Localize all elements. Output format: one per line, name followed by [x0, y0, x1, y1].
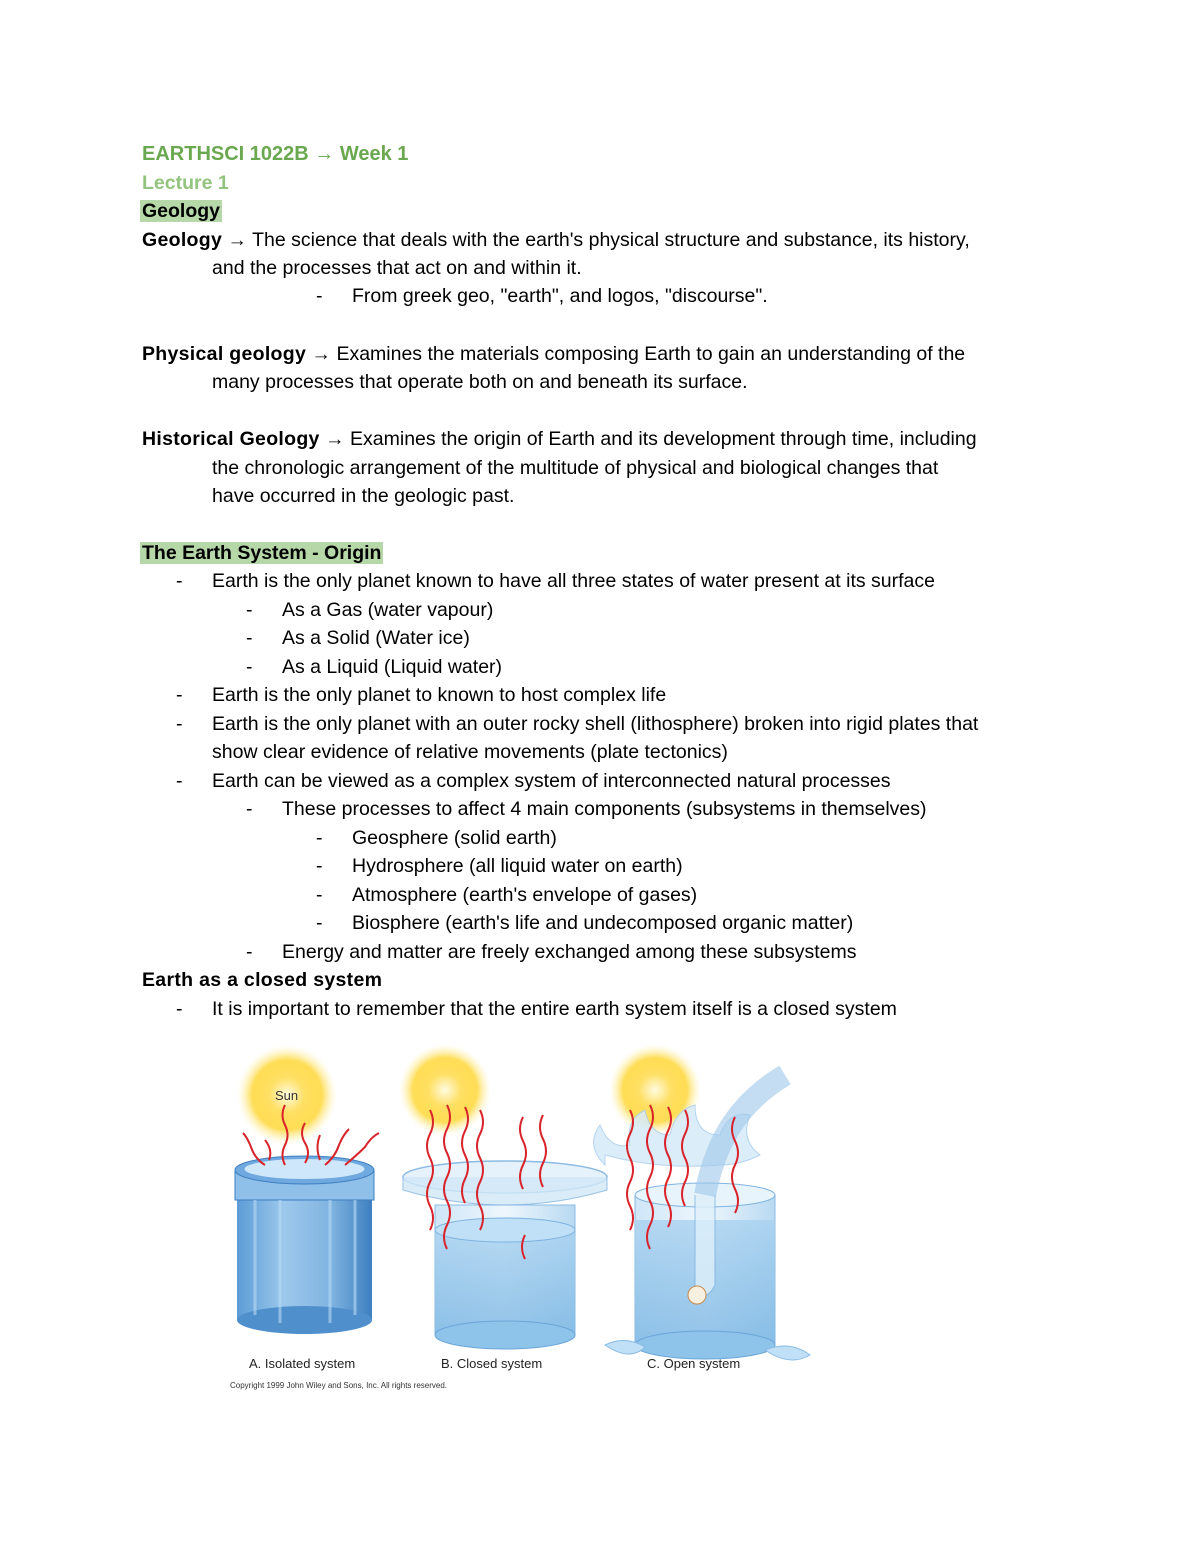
figure-copyright: Copyright 1999 John Wiley and Sons, Inc. All rights reserved.: [230, 1381, 447, 1390]
geology-term: Geology: [142, 229, 223, 251]
list-item: Earth is the only planet known to have all three states of water present at its surface: [212, 570, 935, 592]
historical-geology-line-1: Historical Geology → Examines the origin of Earth and its development through time, including: [142, 428, 977, 450]
list-item: As a Liquid (Liquid water): [282, 656, 503, 678]
closed-system-bullet: It is important to remember that the entire earth system itself is a closed system: [212, 998, 897, 1020]
list-item: Atmosphere (earth's envelope of gases): [352, 884, 698, 906]
dash: -: [246, 941, 253, 963]
list-item: Geosphere (solid earth): [352, 827, 557, 849]
geology-etymology: From greek geo, "earth", and logos, "discourse".: [352, 285, 768, 307]
historical-geology-line-2: the chronologic arrangement of the multitude of physical and biological changes that: [212, 457, 939, 479]
sun-icon: [399, 1045, 491, 1136]
caption-open-system: C. Open system: [647, 1356, 741, 1371]
closed-system-container: [403, 1161, 607, 1349]
caption-closed-system: B. Closed system: [441, 1356, 543, 1371]
physical-geology-line-2: many processes that operate both on and beneath its surface.: [212, 371, 748, 393]
closed-system-heading: Earth as a closed system: [142, 969, 383, 991]
earth-system-heading: The Earth System - Origin: [142, 542, 382, 564]
list-item: Earth is the only planet to known to host complex life: [212, 684, 667, 706]
dash: -: [316, 912, 323, 934]
lecture-label: Lecture 1: [142, 172, 229, 194]
geology-definition-line-2: and the processes that act on and within it.: [212, 257, 582, 279]
dash: -: [316, 855, 323, 877]
dash: -: [246, 798, 253, 820]
sun-label: Sun: [275, 1088, 299, 1103]
dash: -: [176, 570, 183, 592]
physical-geology-line-1: Physical geology → Examines the materials composing Earth to gain an understanding of the: [142, 343, 966, 365]
list-item: As a Gas (water vapour): [282, 599, 494, 621]
dash: -: [176, 770, 183, 792]
list-item: show clear evidence of relative movements (plate tectonics): [212, 741, 728, 763]
dash: -: [246, 627, 253, 649]
dash: -: [246, 656, 253, 678]
physical-geology-term: Physical geology: [142, 343, 307, 365]
dash: -: [246, 599, 253, 621]
dash: -: [176, 998, 183, 1020]
systems-figure: [225, 1045, 825, 1395]
dash: -: [316, 285, 323, 307]
list-item: Earth is the only planet with an outer rocky shell (lithosphere) broken into rigid plates that: [212, 713, 979, 735]
list-item: Earth can be viewed as a complex system of interconnected natural processes: [212, 770, 891, 792]
dash: -: [316, 884, 323, 906]
isolated-system-container: [235, 1156, 374, 1334]
geology-heading: Geology: [142, 200, 221, 222]
dash: -: [176, 684, 183, 706]
list-item: These processes to affect 4 main components (subsystems in themselves): [282, 798, 927, 820]
dash: -: [176, 713, 183, 735]
geology-definition-line-1: Geology → The science that deals with the earth's physical structure and substance, its history,: [142, 229, 970, 251]
historical-geology-term: Historical Geology: [142, 428, 320, 450]
list-item: Hydrosphere (all liquid water on earth): [352, 855, 683, 877]
page-title: EARTHSCI 1022B → Week 1: [142, 143, 409, 165]
list-item: Energy and matter are freely exchanged among these subsystems: [282, 941, 857, 963]
list-item: Biosphere (earth's life and undecomposed organic matter): [352, 912, 854, 934]
list-item: As a Solid (Water ice): [282, 627, 470, 649]
caption-isolated-system: A. Isolated system: [249, 1356, 356, 1371]
dash: -: [316, 827, 323, 849]
historical-geology-line-3: have occurred in the geologic past.: [212, 485, 515, 507]
